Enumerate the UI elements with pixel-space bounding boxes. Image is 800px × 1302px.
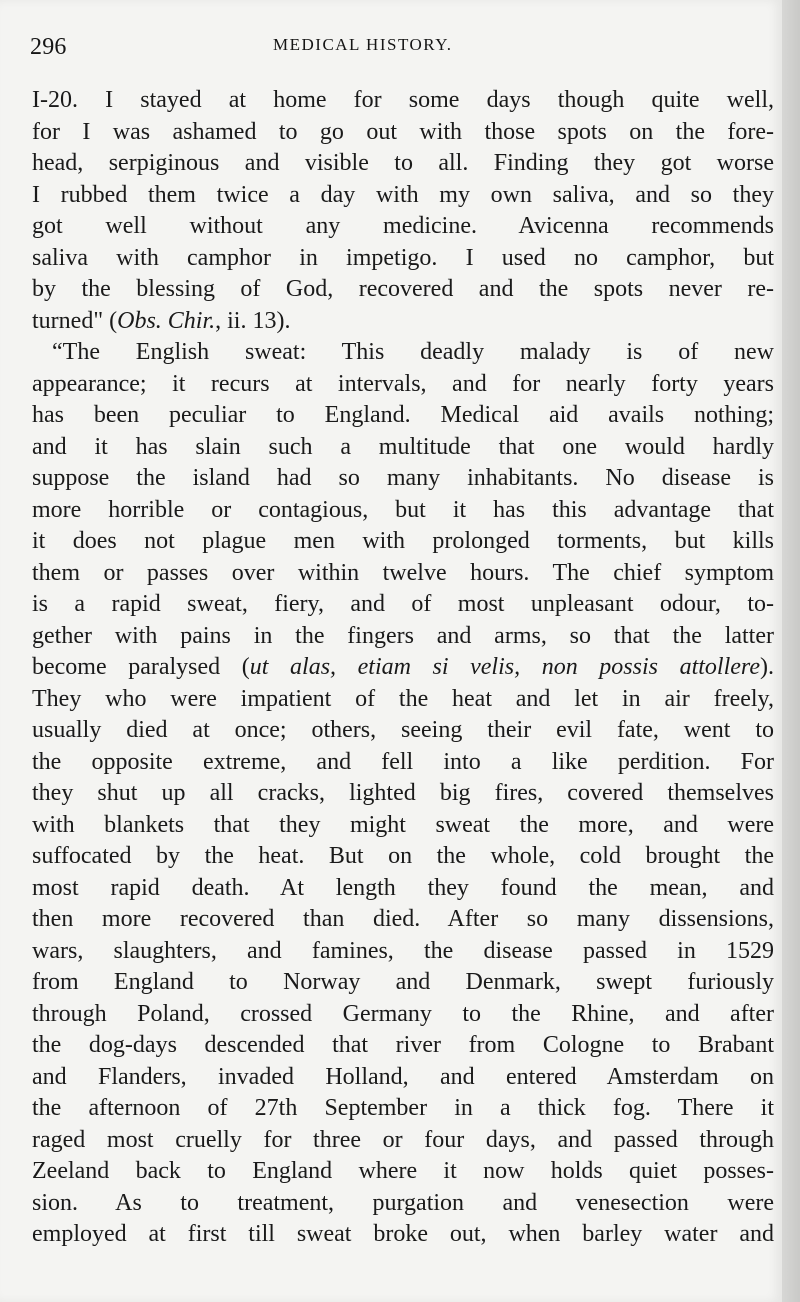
text-line: and it has slain such a multitude that one would hardly bbox=[32, 433, 774, 460]
text-line: is a rapid sweat, fiery, and of most unpleasant odour, to- bbox=[32, 591, 774, 617]
page-header bbox=[28, 32, 768, 62]
text-line: usually died at once; others, seeing their evil fate, went to bbox=[32, 717, 774, 743]
text-line: and Flanders, invaded Holland, and entered Amsterdam on bbox=[32, 1063, 774, 1090]
text-line: become paralysed (ut alas, etiam si velis, non possis attollere). bbox=[32, 654, 774, 680]
text-line: got well without any medicine. Avicenna recommends bbox=[32, 213, 774, 239]
text-line: has been peculiar to England. Medical aid avails nothing; bbox=[32, 402, 774, 428]
citation-italic: Obs. Chir. bbox=[117, 307, 216, 334]
text-line: head, serpiginous and visible to all. Finding they got worse bbox=[32, 150, 774, 176]
text-line: sion. As to treatment, purgation and venesection were bbox=[32, 1189, 774, 1216]
page-edge-shadow bbox=[782, 0, 800, 1302]
text-line: turned" (Obs. Chir., ii. 13). bbox=[32, 307, 291, 334]
text-line: gether with pains in the fingers and arms, so that the latter bbox=[32, 622, 774, 649]
text-line: then more recovered than died. After so many dissensions, bbox=[32, 906, 774, 932]
text-line: saliva with camphor in impetigo. I used no camphor, but bbox=[32, 244, 774, 271]
text-line: “The English sweat: This deadly malady is of new bbox=[52, 339, 774, 365]
text-line: through Poland, crossed Germany to the Rhine, and after bbox=[32, 1000, 774, 1027]
text-line: more horrible or contagious, but it has this advantage that bbox=[32, 496, 774, 523]
text-line: Zeeland back to England where it now holds quiet posses- bbox=[32, 1158, 774, 1184]
text-line: I-20. I stayed at home for some days though quite well, bbox=[32, 87, 774, 113]
text-line: suffocated by the heat. But on the whole, cold brought the bbox=[32, 843, 774, 869]
text-line: I rubbed them twice a day with my own saliva, and so they bbox=[32, 181, 774, 208]
text-line: appearance; it recurs at intervals, and for nearly forty years bbox=[32, 370, 774, 397]
text-line: most rapid death. At length they found the mean, and bbox=[32, 874, 774, 901]
text-line: the afternoon of 27th September in a thick fog. There it bbox=[32, 1095, 774, 1121]
text-line: wars, slaughters, and famines, the disease passed in 1529 bbox=[32, 937, 774, 964]
text-line: they shut up all cracks, lighted big fires, covered themselves bbox=[32, 780, 774, 806]
body-text bbox=[32, 85, 774, 1251]
text-line: They who were impatient of the heat and let in air freely, bbox=[32, 685, 774, 712]
page-number: 296 bbox=[30, 34, 67, 60]
text-line: it does not plague men with prolonged torments, but kills bbox=[32, 528, 774, 554]
text-line: from England to Norway and Denmark, swept furiously bbox=[32, 969, 774, 995]
text-line: employed at first till sweat broke out, when barley water and bbox=[32, 1221, 774, 1247]
text-line: the opposite extreme, and fell into a like perdition. For bbox=[32, 748, 774, 775]
latin-quote-italic: ut alas, etiam si velis, non possis attollere bbox=[249, 654, 760, 680]
text-line: for I was ashamed to go out with those spots on the fore- bbox=[32, 118, 774, 145]
text-line: them or passes over within twelve hours. The chief symptom bbox=[32, 559, 774, 586]
text-line: by the blessing of God, recovered and the spots never re- bbox=[32, 276, 774, 302]
text-line: raged most cruelly for three or four days, and passed through bbox=[32, 1126, 774, 1153]
text-line: with blankets that they might sweat the more, and were bbox=[32, 811, 774, 838]
text-line: suppose the island had so many inhabitants. No disease is bbox=[32, 465, 774, 491]
text-line: the dog-days descended that river from Cologne to Brabant bbox=[32, 1032, 774, 1058]
running-title: MEDICAL HISTORY. bbox=[273, 35, 453, 54]
